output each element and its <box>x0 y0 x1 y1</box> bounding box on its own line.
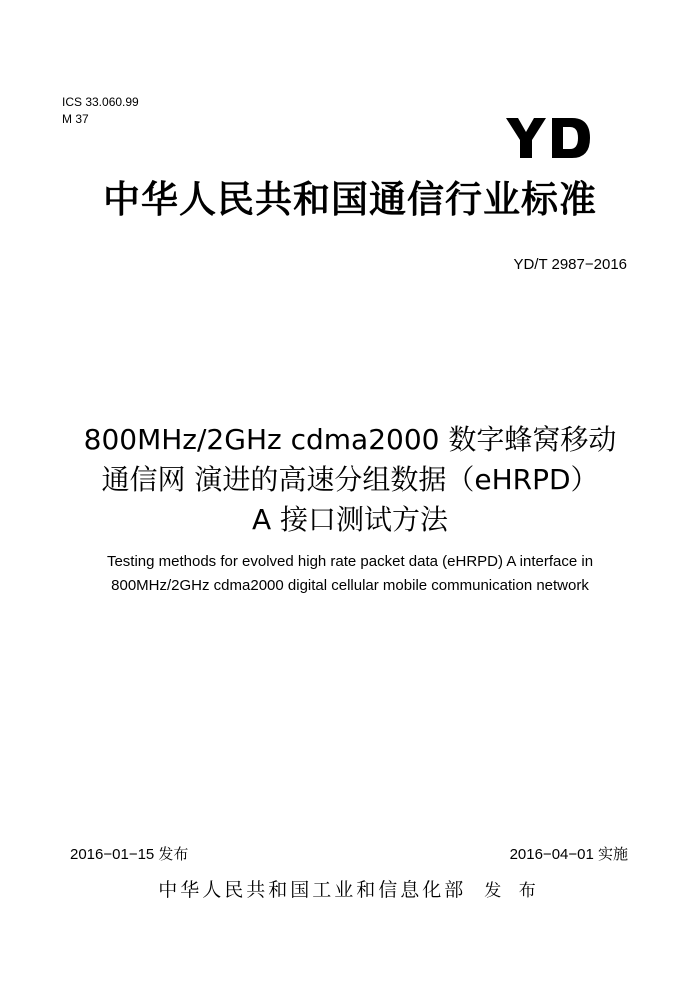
issuing-authority <box>0 875 700 902</box>
implementation-date: 2016−04−01 实施 <box>509 846 628 863</box>
title-cn-line: A 接口测试方法 <box>251 503 449 536</box>
yd-logo <box>506 118 592 158</box>
title-cn-line: 800MHz/2GHz cdma2000 数字蜂窝移动 <box>83 423 617 456</box>
issuer-suffix: 发 布 <box>484 881 542 901</box>
title-cn-line: 通信网 演进的高速分组数据（eHRPD） <box>101 463 599 496</box>
title-en-line: 800MHz/2GHz cdma2000 digital cellular mobile communication network <box>111 577 589 594</box>
title-en-line: Testing methods for evolved high rate packet data (eHRPD) A interface in <box>106 553 594 570</box>
standard-category-title: 中华人民共和国通信行业标准 <box>103 178 597 221</box>
publish-date: 2016−01−15 发布 <box>70 846 189 863</box>
classification-codes <box>62 94 139 128</box>
issuer-name: 中华人民共和国工业和信息化部 <box>158 879 467 901</box>
document-title-cn <box>0 420 700 540</box>
document-title-en <box>0 550 700 598</box>
ics-code: ICS 33.060.99 <box>62 95 139 109</box>
standard-number: YD/T 2987−2016 <box>513 256 627 273</box>
ccs-code: M 37 <box>62 112 89 126</box>
